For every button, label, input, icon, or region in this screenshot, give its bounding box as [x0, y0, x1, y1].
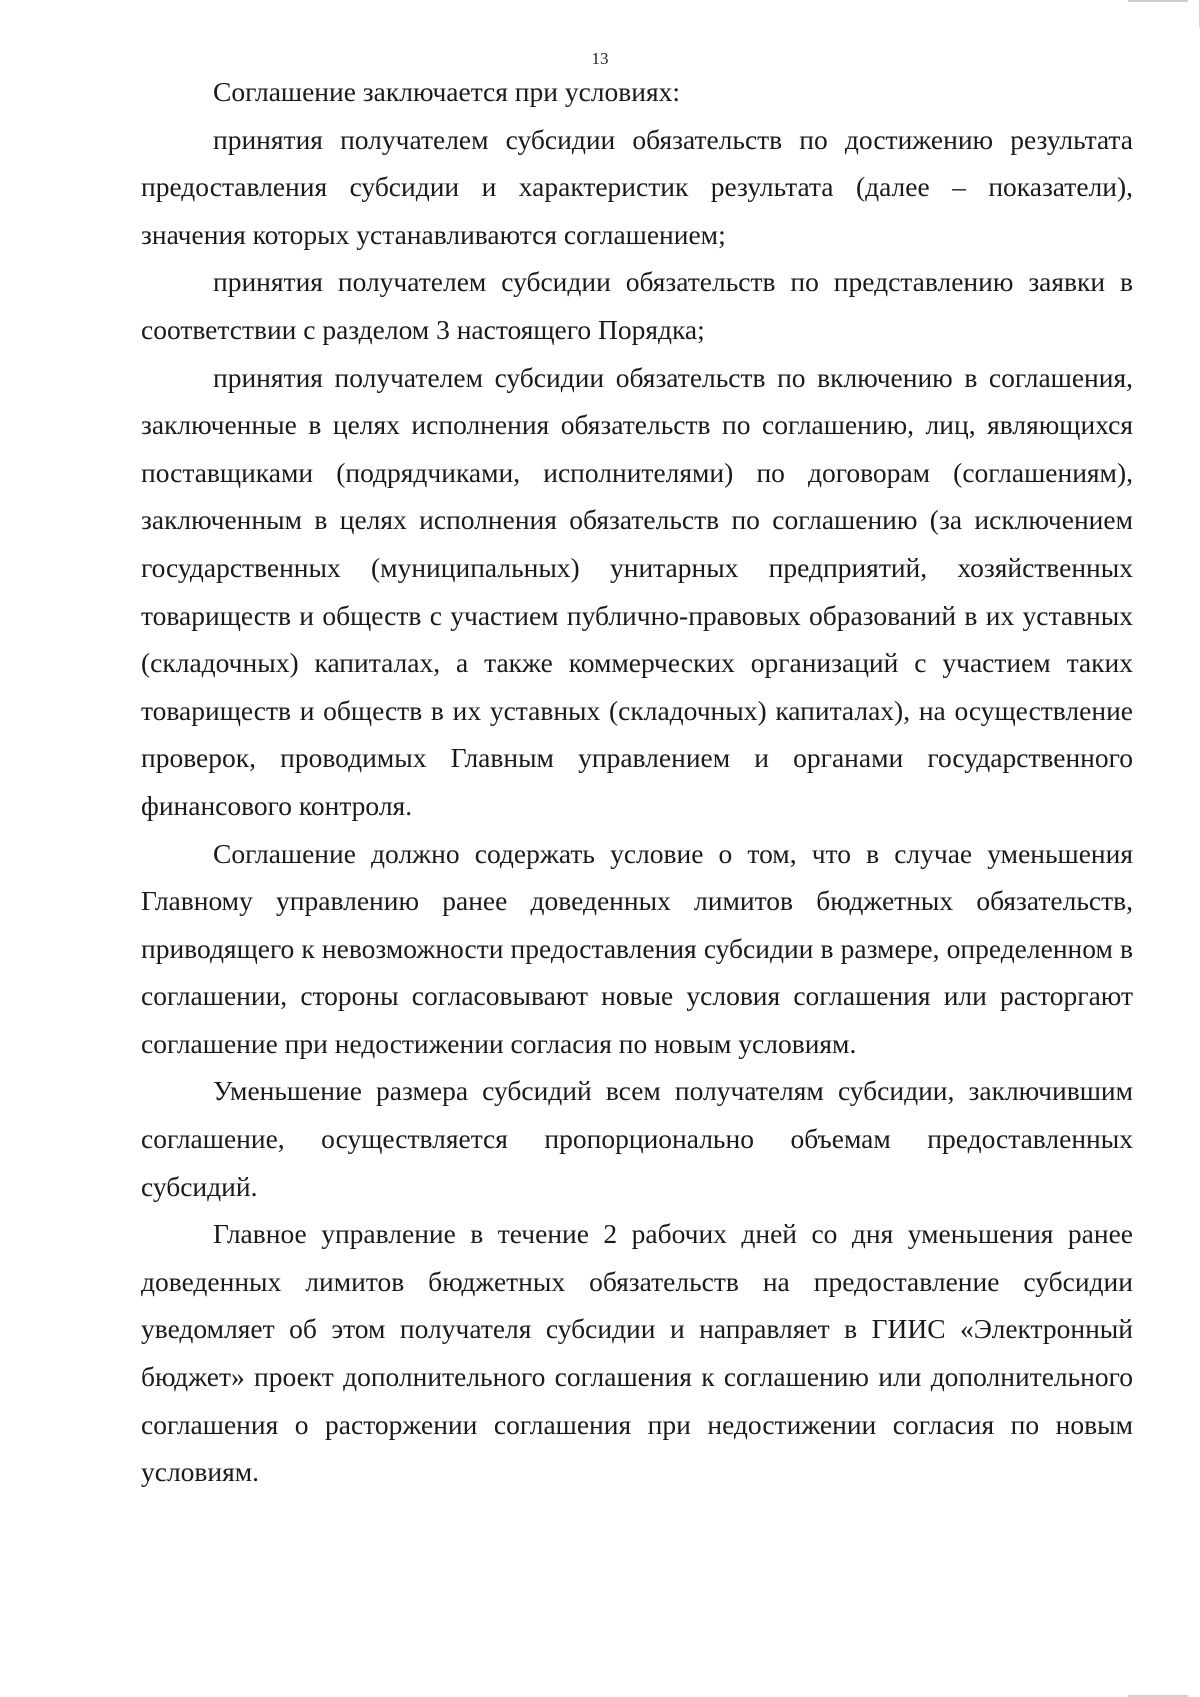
paragraph-4: принятия получателем субсидии обязательств по включению в соглашения, заключенные в целях исполнения обязательств по соглашению, лиц, являющихся поставщиками (подрядчиками, исполнителями) по договорам (соглашениям), заключенным в целях исполнения обязательств по соглашению (за исключением государственных (муниципальных) унитарных предприятий, хозяйственных товариществ и обществ с участием публично-правовых образований в их уставных (складочных) капиталах, а также коммерческих организаций с участием таких товариществ и обществ в их уставных (складочных) капиталах), на осуществление проверок, проводимых Главным управлением и органами государственного финансового контроля. — [141, 361, 1133, 821]
paragraph-3: принятия получателем субсидии обязательств по представлению заявки в соответствии с разделом 3 настоящего Порядка; — [141, 266, 1133, 345]
document-body — [141, 68, 1133, 1496]
paragraph-5: Соглашение должно содержать условие о том, что в случае уменьшения Главному управлению ранее доведенных лимитов бюджетных обязательств, приводящего к невозможности предоставления субсидии в размере, определенном в соглашении, стороны согласовывают новые условия соглашения или расторгают соглашение при недостижении согласия по новым условиям. — [141, 837, 1133, 1059]
paragraph-2: принятия получателем субсидии обязательств по достижению результата предоставления субсидии и характеристик результата (далее – показатели), значения которых устанавливаются соглашением; — [141, 123, 1133, 250]
page-number: 13 — [591, 49, 609, 68]
paragraph-6: Уменьшение размера субсидий всем получателям субсидии, заключившим соглашение, осуществляется пропорционально объемам предоставленных субсидий. — [141, 1075, 1133, 1202]
paragraph-7: Главное управление в течение 2 рабочих дней со дня уменьшения ранее доведенных лимитов бюджетных обязательств на предоставление субсидии уведомляет об этом получателя субсидии и направляет в ГИИС «Электронный бюджет» проект дополнительного соглашения к соглашению или дополнительного соглашения о расторжении соглашения при недостижении согласия по новым условиям. — [141, 1218, 1133, 1488]
paragraph-1: Соглашение заключается при условиях: — [213, 76, 681, 107]
scan-edge-mark-top — [1128, 0, 1188, 2]
